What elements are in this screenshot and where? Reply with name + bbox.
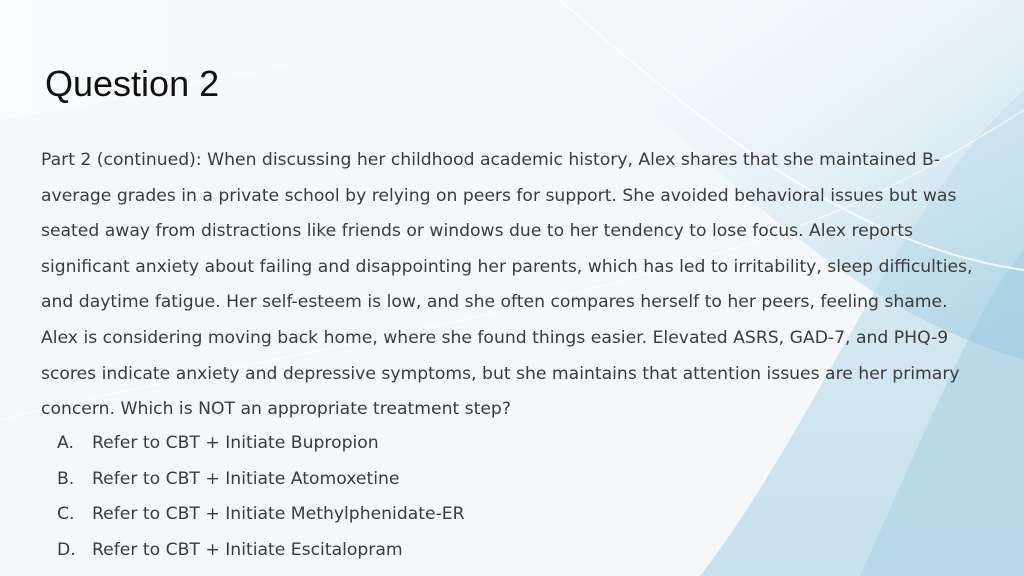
option-text: Refer to CBT + Initiate Escitalopram — [92, 539, 403, 560]
option-d — [41, 533, 465, 569]
option-letter: A. — [57, 433, 74, 453]
slide-title: Question 2 — [45, 63, 220, 104]
option-c — [41, 497, 465, 533]
option-a — [41, 426, 465, 462]
option-text: Refer to CBT + Initiate Methylphenidate-ER — [92, 504, 465, 524]
option-letter: D. — [57, 539, 76, 560]
option-text: Refer to CBT + Initiate Atomoxetine — [92, 468, 400, 489]
option-letter: B. — [57, 468, 75, 489]
answer-options — [41, 426, 465, 568]
option-text: Refer to CBT + Initiate Bupropion — [92, 433, 379, 453]
question-body: Part 2 (continued): When discussing her childhood academic history, Alex shares that she maintained B-average grades in a private school by relying on peers for support. She avoided behavioral issues but was seated away from distractions like friends or windows due to her tendency to lose focus. Alex reports significant anxiety about failing and disappointing her parents, which has led to irritability, sleep difficulties, and daytime fatigue. Her self-esteem is low, and she often compares herself to her peers, feeling shame. Alex is considering moving back home, where she found things easier. Elevated ASRS, GAD-7, and PHQ-9 scores indicate anxiety and depressive symptoms, but she maintains that attention issues are her primary concern. Which is NOT an appropriate treatment step? — [41, 150, 973, 420]
option-b — [41, 462, 465, 498]
option-letter: C. — [57, 504, 75, 524]
